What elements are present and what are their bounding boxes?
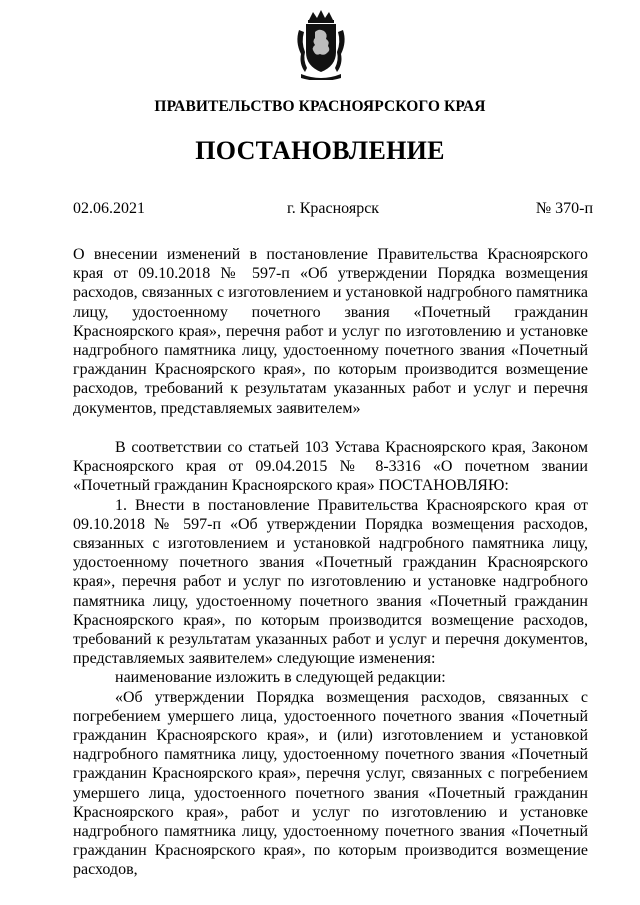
document-type-title: ПОСТАНОВЛЕНИЕ — [195, 136, 445, 165]
document-city: г. Красноярск — [286, 200, 380, 217]
paragraph: «Об утверждении Порядка возмещения расходов, связанных с погребением умершего лица, удостоенного почетного звания «Почетный гражданин Красноярского края», и (или) изготовлением и установкой надгробного памятника лицу, удостоенному почетного звания «Почетный гражданин Красноярского края», перечня услуг, связанных с погребением умершего лица, удостоенного почетного звания «Почетный гражданин Красноярского края», работ и услуг по изготовлению и установке надгробного памятника лицу, удостоенному почетного звания «Почетный гражданин Красноярского края», по которым производится возмещение расходов, — [73, 688, 588, 879]
document-body — [73, 438, 588, 880]
paragraph: В соответствии со статьей 103 Устава Красноярского края, Законом Красноярского края от 09.04.2015 № 8-3316 «О почетном звании «Почетный гражданин Красноярского края» ПОСТАНОВЛЯЮ: — [73, 439, 588, 495]
document-meta — [73, 200, 593, 220]
coat-of-arms-icon — [291, 8, 351, 80]
document-number: № 370-п — [535, 200, 593, 217]
document-date: 02.06.2021 — [73, 200, 145, 217]
paragraph: 1. Внести в постановление Правительства Красноярского края от 09.10.2018 № 597-п «Об утверждении Порядка возмещения расходов, связанных с изготовлением и установкой надгробного памятника лицу, удостоенному почетного звания «Почетный гражданин Красноярского края», перечня работ и услуг по изготовлению и установке надгробного памятника лицу, удостоенному почетного звания «Почетный гражданин Красноярского края», по которым производится возмещение расходов, требований к результатам указанных работ и услуг и перечня документов, представляемых заявителем» следующие изменения: — [73, 496, 588, 668]
paragraph: наименование изложить в следующей редакции: — [115, 669, 446, 687]
organization-title: ПРАВИТЕЛЬСТВО КРАСНОЯРСКОГО КРАЯ — [154, 98, 486, 115]
document-subject: О внесении изменений в постановление Правительства Красноярского края от 09.10.2018 № 597-п «Об утверждении Порядка возмещения расходов, связанных с изготовлением и установкой надгробного памятника лицу, удостоенному почетного звания «Почетный гражданин Красноярского края», перечня работ и услуг по изготовлению и установке надгробного памятника лицу, удостоенному почетного звания «Почетный гражданин Красноярского края», по которым производится возмещение расходов, требований к результатам указанных работ и услуг и перечня документов, представляемых заявителем» — [73, 246, 588, 417]
